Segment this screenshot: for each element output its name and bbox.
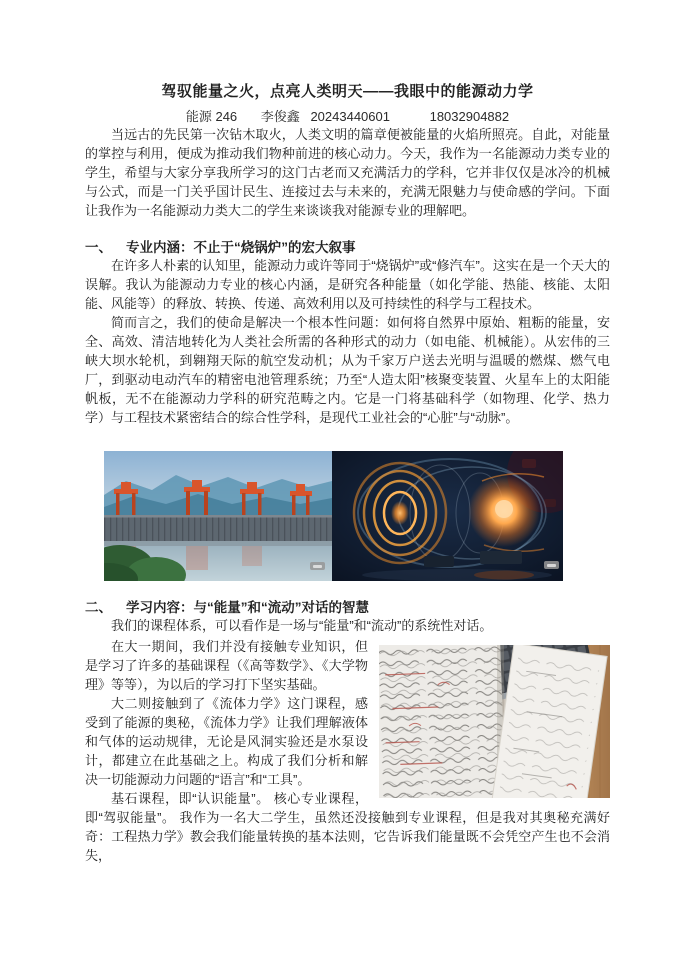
photo-row bbox=[104, 451, 563, 581]
dam-photo bbox=[104, 451, 332, 581]
section2-wrap-block bbox=[85, 637, 610, 865]
section2-paragraph-4: 基石课程，即“认识能量”。 核心专业课程，即“驾驭能量”。 我作为一名大二学生，虽然还没接触到专业课程，但是我对其奥秘充满好奇：工程热力学》教会我们能量转换的基本法则，它告诉我们能量既不会凭空产生也不会消失， bbox=[85, 791, 610, 863]
notes-photo-graphic bbox=[379, 645, 610, 798]
section2-heading bbox=[85, 596, 610, 616]
section2-heading-text: 学习内容：与“能量”和“流动”对话的智慧 bbox=[126, 600, 369, 615]
turbine-photo bbox=[332, 451, 563, 581]
watermark-icon bbox=[544, 561, 559, 569]
author-name: 李俊鑫 bbox=[260, 109, 300, 124]
turbine-photo-graphic bbox=[332, 451, 563, 581]
section1-heading-text: 专业内涵：不止于“烧锅炉”的宏大叙事 bbox=[126, 240, 356, 255]
section1-paragraph-2: 简而言之，我们的使命是解决一个根本性问题：如何将自然界中原始、粗粝的能量，安全、高效、清洁地转化为人类社会所需的各种形式的动力（如电能、机械能）。从宏伟的三峡大坝水轮机，到翱翔天际的航空发动机；从为千家万户送去光明与温暖的燃煤、燃气电厂，到驱动电动汽车的精密电池管理系统；乃至“人造太阳”核聚变装置、火星车上的太阳能帆板，无不在能源动力学科的研究范畴之内。它是一门将基础科学（如物理、化学、热力学）与工程技术紧密结合的综合性学科，是现代工业社会的“心脏”与“动脉”。 bbox=[85, 315, 610, 425]
section2-paragraph-3: 大二则接触到了《流体力学》这门课程，感受到了能源的奥秘，《流体力学》让我们理解液体和气体的运动规律，无论是风洞实验还是水泵设计，都建立在此基础之上。构成了我们分析和解决一切能源动力问题的“语言”和“工具”。 bbox=[85, 696, 368, 787]
student-id: 20243440601 bbox=[310, 109, 390, 124]
author-line bbox=[85, 106, 610, 125]
class-name: 能源 246 bbox=[185, 109, 238, 124]
document-content bbox=[85, 0, 610, 865]
intro-paragraph: 当远古的先民第一次钻木取火，人类文明的篇章便被能量的火焰所照亮。自此，对能量的掌控与利用，便成为推动我们物种前进的核心动力。今天，我作为一名能源动力类专业的学生，希望与大家分享我所学习的这门古老而又充满活力的学科，它并非仅仅是冰冷的机械与公式，而是一门关乎国计民生、连接过去与未来的，充满无限魅力与使命感的学问。下面让我作为一名能源动力类大二的学生来谈谈我对能源专业的理解吧。 bbox=[85, 127, 610, 218]
watermark-icon bbox=[310, 562, 325, 570]
section1-number: 一、 bbox=[85, 240, 112, 255]
phone-number: 18032904882 bbox=[429, 109, 510, 124]
section2-paragraph-1: 我们的课程体系，可以看作是一场与“能量”和“流动”的系统性对话。 bbox=[111, 618, 493, 633]
section1-paragraph-1: 在许多人朴素的认知里，能源动力或许等同于“烧锅炉”或“修汽车”。这实在是一个天大的误解。我认为能源动力专业的核心内涵，是研究各种能量（如化学能、热能、核能、太阳能、风能等）的释放、转换、传递、高效利用以及可持续性的科学与工程技术。 bbox=[85, 258, 610, 311]
dam-photo-graphic bbox=[104, 451, 332, 581]
section2-paragraph-2: 在大一期间，我们并没有接触专业知识，但是学习了许多的基础课程（《高等数学》、《大学物理》等等），为以后的学习打下坚实基础。 bbox=[85, 639, 368, 692]
notes-photo bbox=[379, 645, 610, 798]
section2-number: 二、 bbox=[85, 600, 112, 615]
section1-heading bbox=[85, 236, 610, 256]
page-title: 驾驭能量之火，点亮人类明天——我眼中的能源动力学 bbox=[161, 83, 534, 100]
